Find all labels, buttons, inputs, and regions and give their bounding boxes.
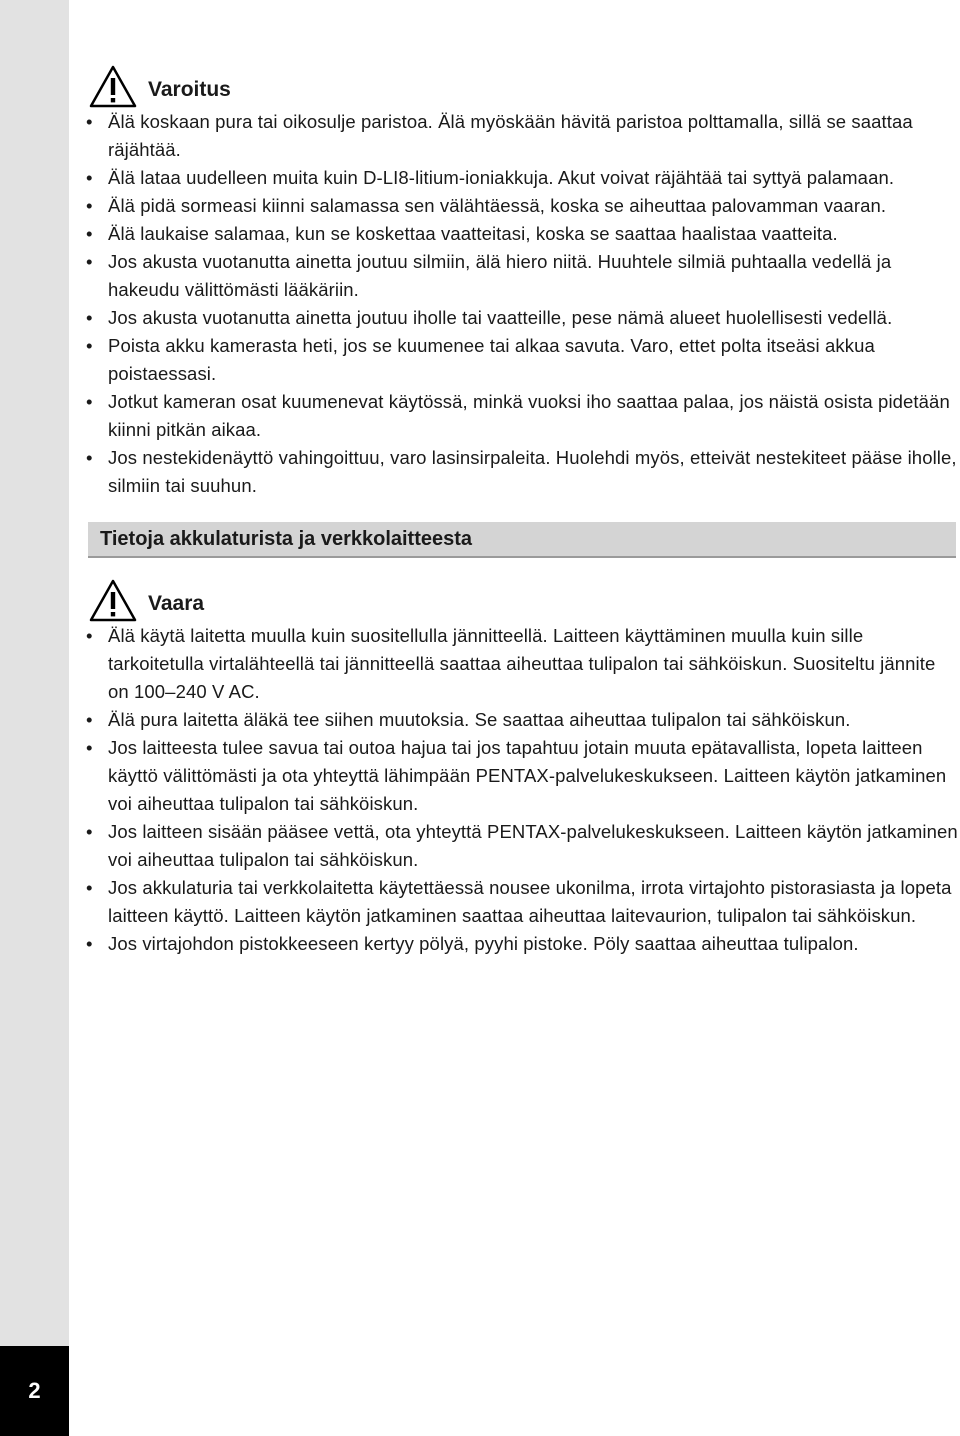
page-number: 2 (28, 1378, 41, 1403)
warning-triangle-icon (88, 64, 138, 108)
list-item: • Jos laitteesta tulee savua tai outoa hajua tai jos tapahtuu jotain muuta epätavallista, lopeta laitteen käyttö välittömästi ja ota yhteyttä lähimpään PENTAX-palvelukeskukseen. Laitteen käytön jatkaminen voi aiheuttaa tulipalon tai sähköiskun. (86, 734, 960, 818)
warning-heading (88, 64, 960, 108)
list-item: • Älä käytä laitetta muulla kuin suositellulla jännitteellä. Laitteen käyttäminen muulla kuin sille tarkoitetulla virtalähteellä tai jännitteellä saattaa aiheuttaa tulipalon tai sähköiskun. Suositeltu jännite on 100–240 V AC. (86, 622, 960, 706)
section-title: Tietoja akkulaturista ja verkkolaitteesta (100, 527, 473, 550)
list-item: • Älä pura laitetta äläkä tee siihen muutoksia. Se saattaa aiheuttaa tulipalon tai sähköiskun. (86, 706, 960, 734)
danger-list (86, 622, 960, 958)
list-item: • Jotkut kameran osat kuumenevat käytössä, minkä vuoksi iho saattaa palaa, jos näistä osista pidetään kiinni pitkän aikaa. (86, 388, 960, 444)
list-item: • Poista akku kamerasta heti, jos se kuumenee tai alkaa savuta. Varo, ettet polta itseäsi akkua poistaessasi. (86, 332, 960, 388)
list-item: • Jos laitteen sisään pääsee vettä, ota yhteyttä PENTAX-palvelukeskukseen. Laitteen käytön jatkaminen voi aiheuttaa tulipalon tai sähköiskun. (86, 818, 960, 874)
danger-heading (88, 578, 960, 622)
section-heading (88, 522, 956, 558)
page-number-tab (0, 1346, 69, 1436)
warning-triangle-icon (88, 578, 138, 622)
list-item: • Jos akusta vuotanutta ainetta joutuu iholle tai vaatteille, pese nämä alueet huolellisesti vedellä. (86, 304, 960, 332)
list-item: • Jos akkulaturia tai verkkolaitetta käytettäessä nousee ukonilma, irrota virtajohto pistorasiasta ja lopeta laitteen käyttö. Laitteen käytön jatkaminen saattaa aiheuttaa laitevaurion, tulipalon tai sähköiskun. (86, 874, 960, 930)
list-item: • Jos virtajohdon pistokkeeseen kertyy pölyä, pyyhi pistoke. Pöly saattaa aiheuttaa tulipalon. (86, 930, 960, 958)
list-item: • Jos nestekidenäyttö vahingoittuu, varo lasinsirpaleita. Huolehdi myös, etteivät nestekiteet pääse iholle, silmiin tai suuhun. (86, 444, 960, 500)
warning-title: Varoitus (148, 78, 231, 101)
warning-list (86, 108, 960, 500)
page-content (86, 64, 960, 958)
list-item: • Älä pidä sormeasi kiinni salamassa sen välähtäessä, koska se aiheuttaa palovamman vaaran. (86, 192, 960, 220)
side-strip (0, 0, 69, 1436)
danger-title: Vaara (148, 592, 205, 615)
list-item: • Älä lataa uudelleen muita kuin D-LI8-litium-ioniakkuja. Akut voivat räjähtää tai syttyä palamaan. (86, 164, 960, 192)
list-item: • Älä laukaise salamaa, kun se koskettaa vaatteitasi, koska se saattaa haalistaa vaatteita. (86, 220, 960, 248)
list-item: • Älä koskaan pura tai oikosulje paristoa. Älä myöskään hävitä paristoa polttamalla, sillä se saattaa räjähtää. (86, 108, 960, 164)
list-item: • Jos akusta vuotanutta ainetta joutuu silmiin, älä hiero niitä. Huuhtele silmiä puhtaalla vedellä ja hakeudu välittömästi lääkäriin. (86, 248, 960, 304)
